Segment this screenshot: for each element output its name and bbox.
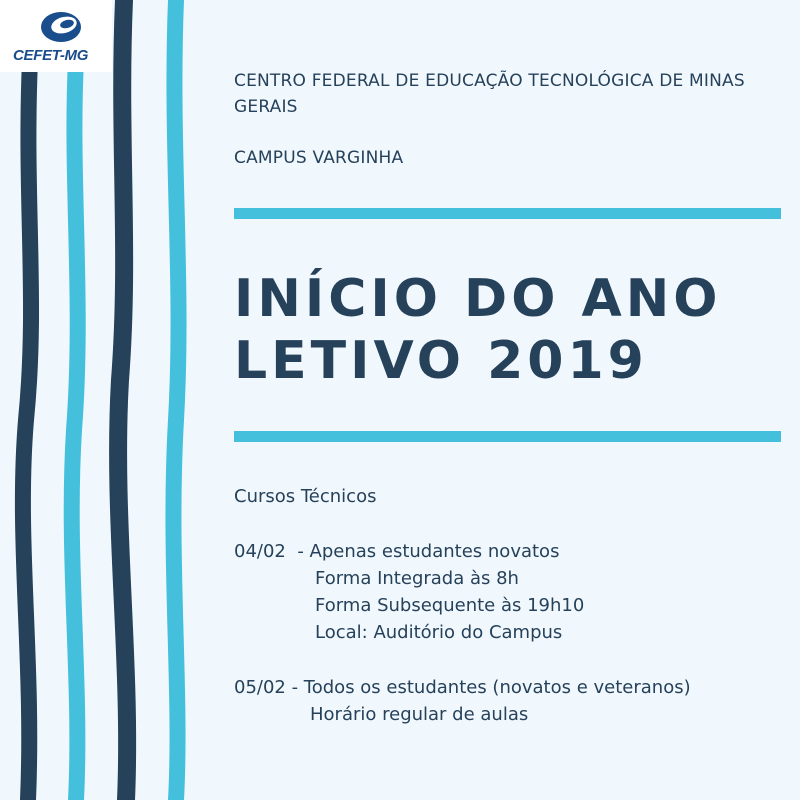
event-2-detail: Horário regular de aulas: [310, 704, 529, 725]
stripe-cyan-2: [173, 0, 178, 800]
event-1-detail: Forma Integrada às 8h: [315, 568, 519, 589]
cefet-logo: [0, 0, 112, 72]
page-title: [234, 268, 721, 392]
event-1-date-line: 04/02 - Apenas estudantes novatos: [234, 541, 560, 562]
divider-top: [234, 208, 781, 219]
title-line-1: INÍCIO DO ANO: [234, 269, 722, 329]
stripe-navy-1: [23, 60, 31, 800]
event-1-detail: Local: Auditório do Campus: [315, 622, 563, 643]
stripe-cyan-1: [72, 60, 78, 800]
stripe-navy-2: [118, 0, 127, 800]
cefet-logo-emblem-icon: [40, 10, 82, 44]
institution-name: CENTRO FEDERAL DE EDUCAÇÃO TECNOLÓGICA DE MINAS GERAIS: [234, 71, 745, 117]
campus-name: CAMPUS VARGINHA: [234, 148, 404, 168]
divider-bottom: [234, 431, 781, 442]
title-line-2: LETIVO 2019: [234, 331, 648, 391]
cefet-logo-text: CEFET-MG: [13, 47, 89, 64]
schedule: [234, 483, 691, 728]
event-2-date-line: 05/02 - Todos os estudantes (novatos e veteranos): [234, 677, 691, 698]
event-1-detail: Forma Subsequente às 19h10: [315, 595, 585, 616]
schedule-heading: Cursos Técnicos: [234, 486, 377, 507]
announcement-content: [234, 0, 782, 800]
decorative-stripes: [0, 0, 220, 800]
